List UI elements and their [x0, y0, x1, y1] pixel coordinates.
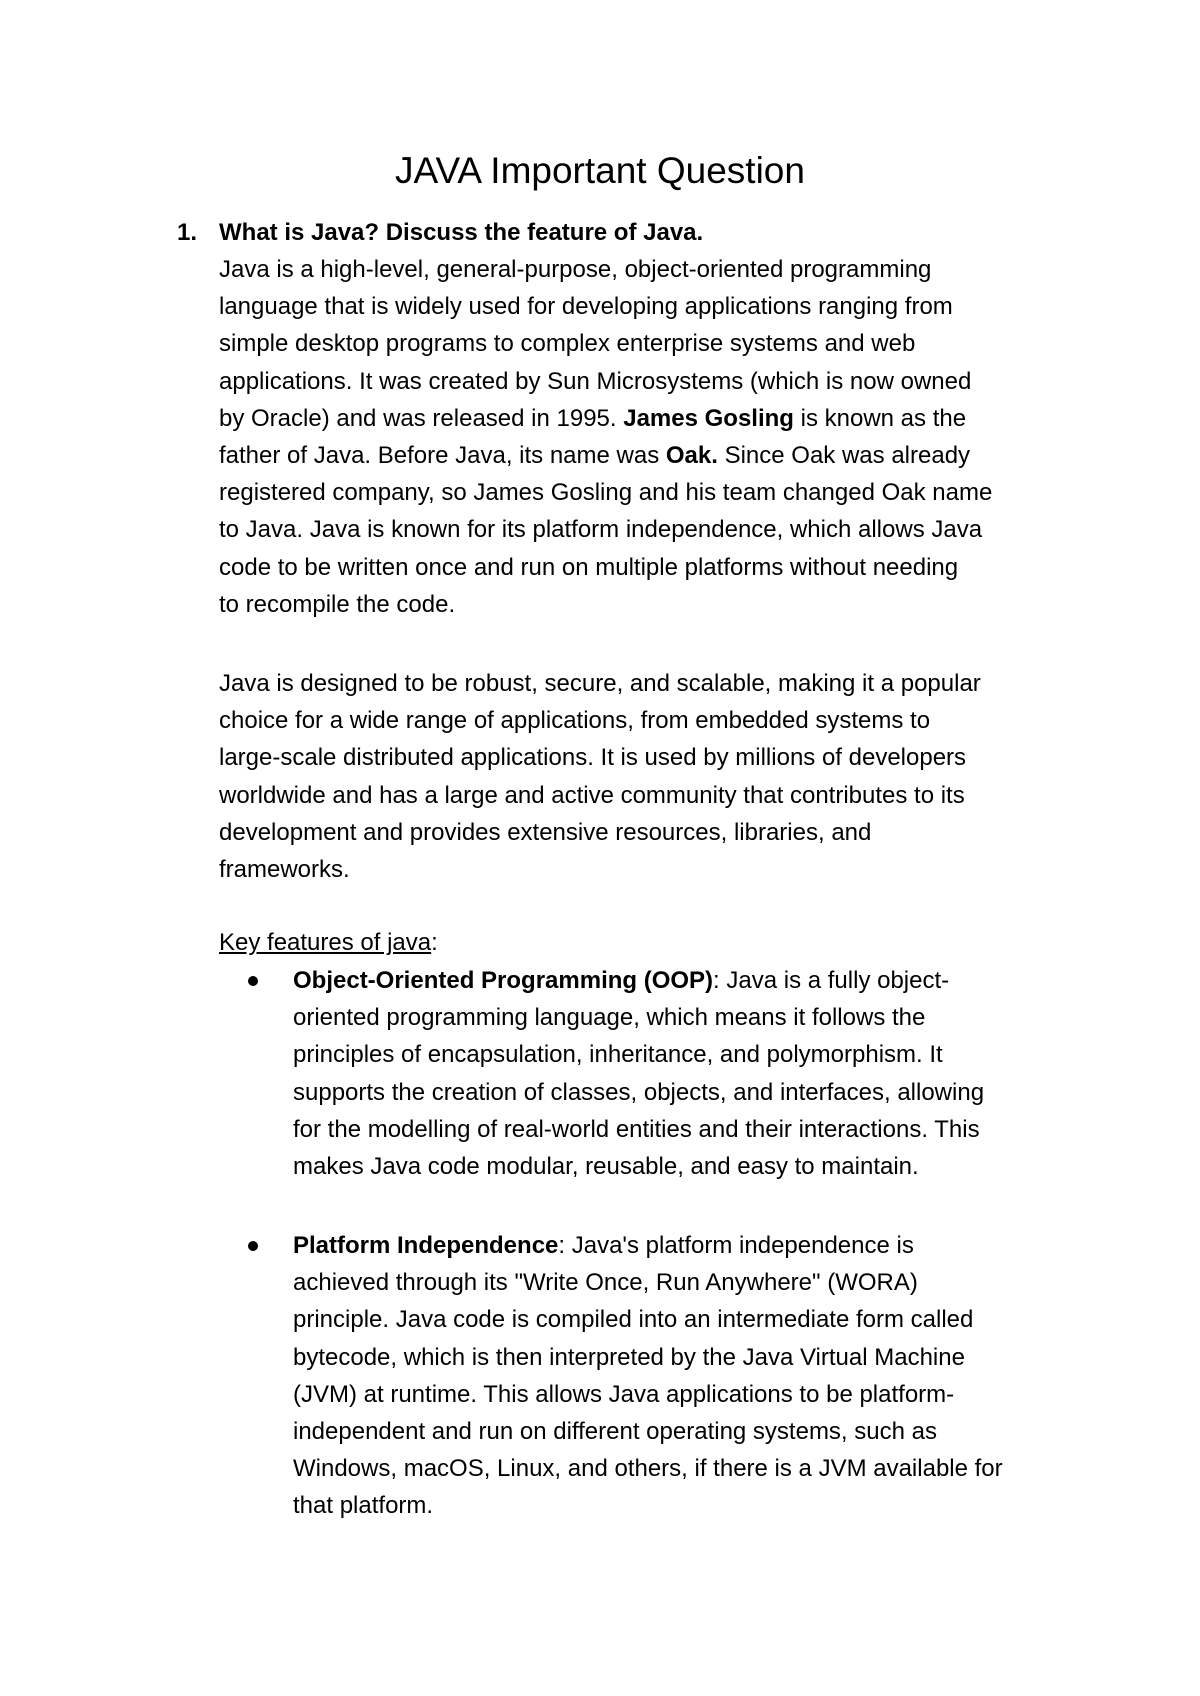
- feature-text: Platform Independence: Java's platform independence is achieved through its "Write Once, Run Anywhere" (WORA) principle. Java code is compiled into an intermediate form called bytecode, which is then interpreted by the Java Virtual Machine (JVM) at runtime. This allows Java applications to be platform- independent and run on different operating systems, such as Windows, macOS, Linux, and others, if there is a JVM available for that platform.: [293, 1227, 1003, 1525]
- feature-line: principles of encapsulation, inheritance, and polymorphism. It: [293, 1041, 943, 1069]
- feature-name: Platform Independence: [293, 1232, 559, 1259]
- paragraph-line: Java is a high-level, general-purpose, object-oriented programming: [219, 256, 932, 283]
- feature-line: achieved through its "Write Once, Run Anywhere" (WORA): [293, 1269, 918, 1297]
- feature-line: Windows, macOS, Linux, and others, if there is a JVM available for: [293, 1455, 1003, 1483]
- paragraph-line: choice for a wide range of applications, from embedded systems to: [219, 707, 931, 735]
- paragraph-line: registered company, so James Gosling and his team changed Oak name: [219, 479, 993, 507]
- bullet-icon: [248, 976, 258, 986]
- feature-name: Object-Oriented Programming (OOP): [293, 967, 714, 994]
- paragraph-line: by Oracle) and was released in 1995. James Gosling is known as the: [219, 404, 967, 432]
- feature-line: that platform.: [293, 1492, 434, 1520]
- paragraph-line: to recompile the code.: [219, 590, 456, 618]
- paragraph-line: language that is widely used for developing applications ranging from: [219, 293, 953, 321]
- paragraph-line: worldwide and has a large and active community that contributes to its: [219, 781, 965, 809]
- feature-line: supports the creation of classes, objects, and interfaces, allowing: [293, 1078, 985, 1106]
- oak-bold: Oak.: [665, 442, 718, 470]
- feature-line: independent and run on different operating systems, such as: [293, 1418, 937, 1446]
- bullet-icon: [248, 1241, 258, 1251]
- paragraph-line: frameworks.: [219, 856, 350, 884]
- james-gosling-bold: James Gosling: [623, 404, 794, 432]
- question-heading: What is Java? Discuss the feature of Java.: [219, 219, 704, 246]
- paragraph-line: Java is designed to be robust, secure, and scalable, making it a popular: [219, 670, 981, 697]
- feature-line: principle. Java code is compiled into an intermediate form called: [293, 1306, 974, 1334]
- page-title: JAVA Important Question: [395, 150, 805, 191]
- paragraph-line: large-scale distributed applications. It is used by millions of developers: [219, 744, 967, 772]
- feature-line: (JVM) at runtime. This allows Java applications to be platform-: [293, 1380, 955, 1408]
- feature-text: Object-Oriented Programming (OOP): Java is a fully object- oriented programming language, which means it follows the principles of encapsulation, inheritance, and polymorphism. It supports the creation of classes, objects, and interfaces, allowing for the modelling of real-world entities and their interactions. This makes Java code modular, reusable, and easy to maintain.: [293, 962, 984, 1185]
- second-paragraph: [219, 665, 1069, 888]
- intro-paragraph: [219, 251, 1069, 623]
- key-features-heading: Key features of java:: [219, 929, 438, 956]
- paragraph-line: father of Java. Before Java, its name was Oak. Since Oak was already: [219, 442, 971, 470]
- feature-line: oriented programming language, which means it follows the: [293, 1004, 926, 1032]
- paragraph-line: simple desktop programs to complex enterprise systems and web: [219, 330, 916, 358]
- paragraph-line: to Java. Java is known for its platform independence, which allows Java: [219, 516, 983, 544]
- paragraph-line: development and provides extensive resources, libraries, and: [219, 818, 872, 846]
- feature-line: makes Java code modular, reusable, and easy to maintain.: [293, 1153, 919, 1181]
- feature-line: bytecode, which is then interpreted by the Java Virtual Machine: [293, 1343, 965, 1371]
- feature-line: for the modelling of real-world entities and their interactions. This: [293, 1115, 980, 1143]
- paragraph-line: applications. It was created by Sun Microsystems (which is now owned: [219, 367, 972, 395]
- paragraph-line: code to be written once and run on multiple platforms without needing: [219, 553, 959, 581]
- question-number: 1.: [177, 219, 198, 246]
